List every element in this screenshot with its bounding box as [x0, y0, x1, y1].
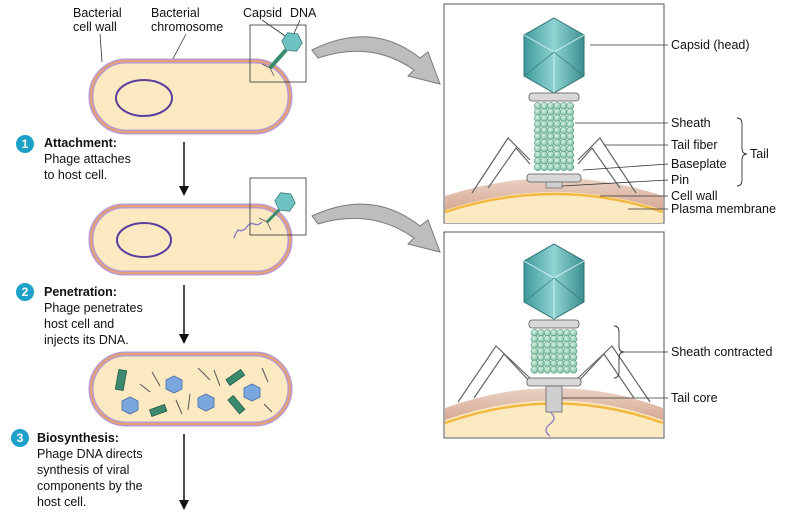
label-tail: Tail — [750, 147, 769, 161]
label-tail-core: Tail core — [671, 391, 718, 405]
label-capsid: Capsid — [243, 6, 282, 20]
step-3-line-2: synthesis of viral — [37, 463, 130, 477]
sheath-bead — [570, 366, 577, 373]
label-sheath: Sheath — [671, 116, 711, 130]
sheath-bead — [560, 164, 567, 171]
baseplate-bottom — [527, 378, 581, 386]
pin-top — [546, 182, 562, 188]
step-2 — [16, 283, 143, 347]
step-3-line-1: Phage DNA directs — [37, 447, 143, 461]
process-arrow-1 — [179, 142, 189, 196]
sheath-bead — [563, 366, 570, 373]
baseplate-top — [527, 174, 581, 182]
sheath-bead — [554, 164, 561, 171]
label-bacterial-chromosome-2: chromosome — [151, 20, 224, 34]
sheath-bead — [547, 164, 554, 171]
step-1-line-2: to host cell. — [44, 168, 108, 182]
step-3-number: 3 — [16, 431, 24, 445]
bacterial-cell-2 — [91, 189, 298, 273]
label-tail-fiber: Tail fiber — [671, 138, 718, 152]
step-1-line-1: Phage attaches — [44, 152, 131, 166]
label-bacterial-cell-wall-2: cell wall — [73, 20, 117, 34]
step-1 — [16, 135, 131, 182]
label-capsid-head: Capsid (head) — [671, 38, 750, 52]
step-1-number: 1 — [21, 137, 29, 151]
sheath-bead — [550, 366, 557, 373]
bacterial-cell-1 — [91, 29, 305, 132]
sheath-bead — [544, 366, 551, 373]
sheath-bead — [537, 366, 544, 373]
label-plasma-membrane: Plasma membrane — [671, 202, 776, 216]
detail-panel-bottom — [444, 232, 664, 438]
step-2-line-1: Phage penetrates — [44, 301, 143, 315]
label-cell-wall: Cell wall — [671, 189, 718, 203]
step-2-number: 2 — [21, 285, 29, 299]
process-arrow-3 — [179, 434, 189, 510]
sheath-bead — [557, 366, 564, 373]
step-2-title: Penetration: — [44, 285, 117, 299]
step-3-title: Biosynthesis: — [37, 431, 119, 445]
label-bacterial-cell-wall-1: Bacterial — [73, 6, 122, 20]
tail-core-bottom — [546, 386, 562, 412]
process-arrow-2 — [179, 285, 189, 344]
step-3 — [11, 429, 143, 509]
sheath-bead — [531, 366, 538, 373]
sheath-bead — [534, 164, 541, 171]
label-dna: DNA — [290, 6, 317, 20]
label-pin: Pin — [671, 173, 690, 187]
sheath-top — [534, 102, 574, 170]
bacterial-cell-3 — [91, 354, 290, 424]
step-2-line-3: injects its DNA. — [44, 333, 129, 347]
label-sheath-contracted: Sheath contracted — [671, 345, 773, 359]
zoom-arrow-1 — [312, 37, 440, 84]
step-3-line-3: components by the — [37, 479, 143, 493]
step-3-line-4: host cell. — [37, 495, 87, 509]
label-baseplate: Baseplate — [671, 157, 727, 171]
sheath-bead — [541, 164, 548, 171]
zoom-arrow-2 — [312, 204, 440, 252]
detail-panel-top — [444, 4, 664, 223]
label-bacterial-chromosome-1: Bacterial — [151, 6, 200, 20]
sheath-bead — [567, 164, 574, 171]
tail-brace — [737, 118, 747, 186]
step-2-line-2: host cell and — [44, 317, 115, 331]
step-1-title: Attachment: — [44, 136, 117, 150]
